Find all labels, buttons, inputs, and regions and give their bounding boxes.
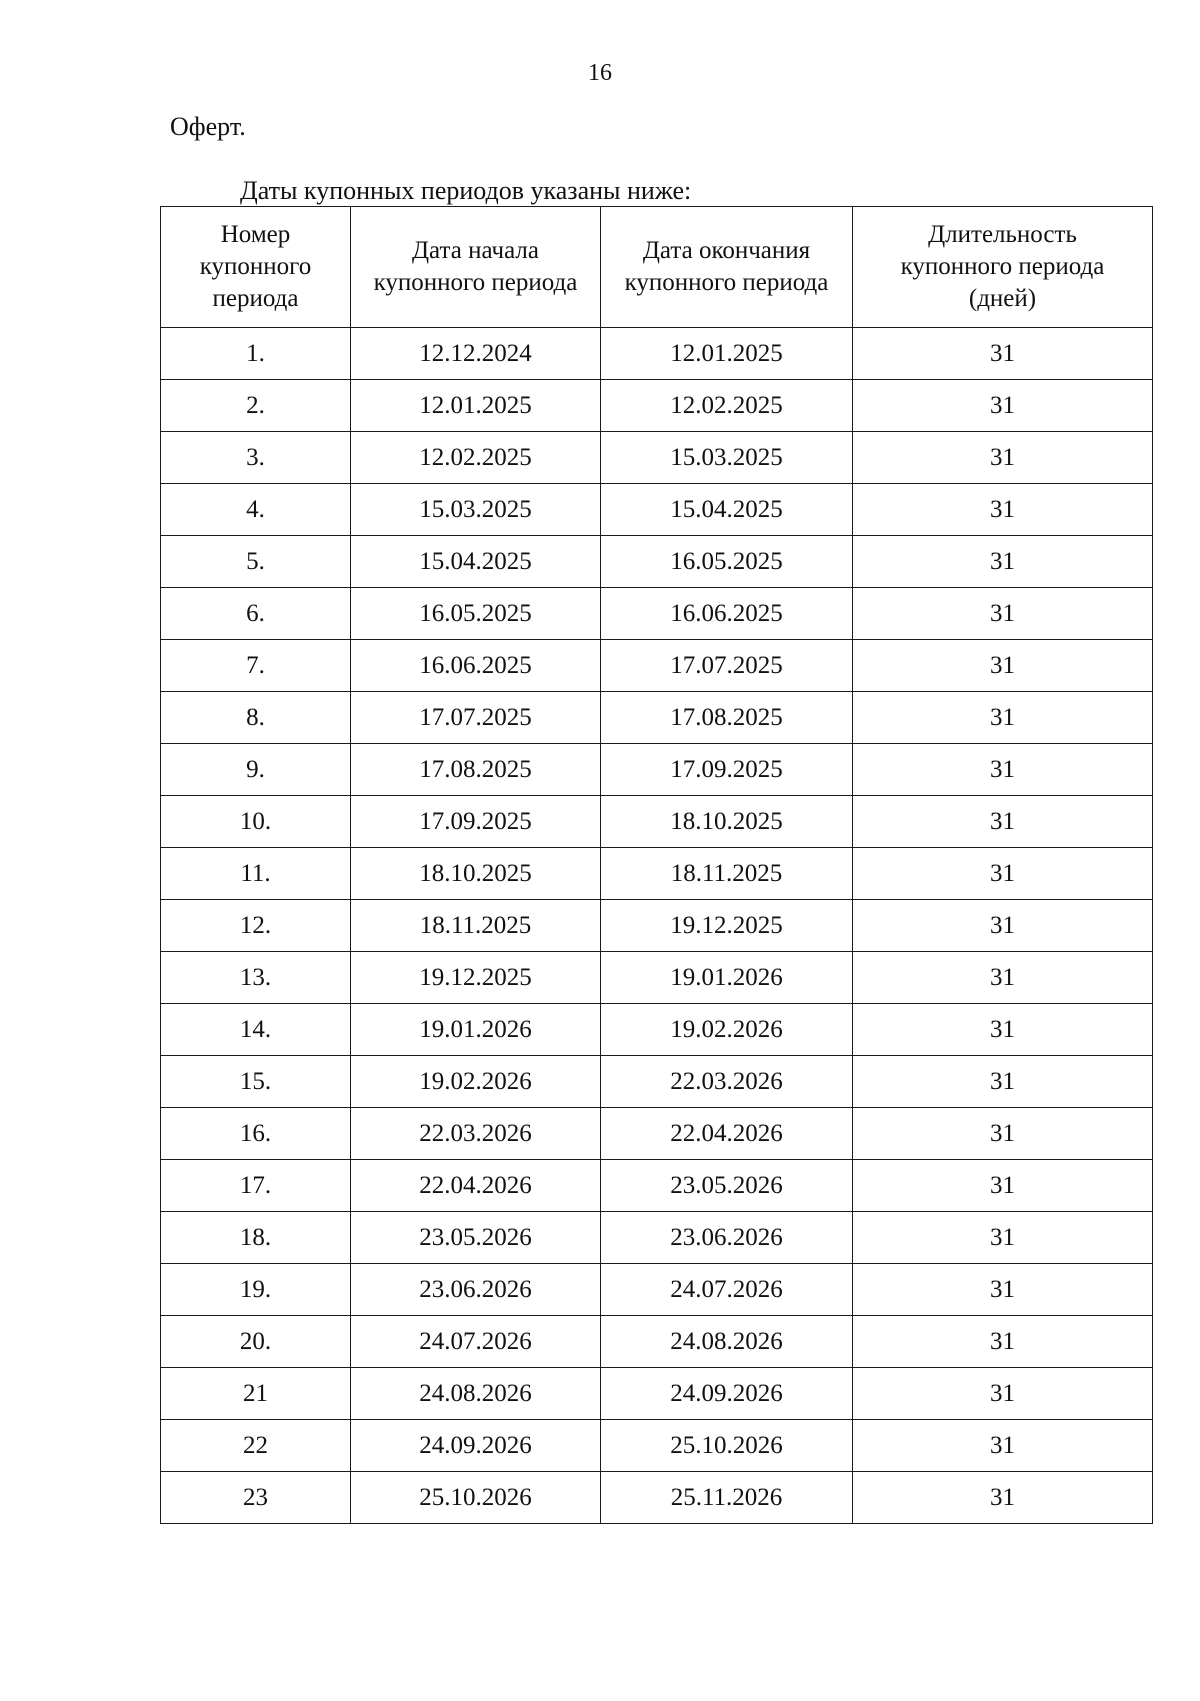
cell-end-date: 16.05.2025	[601, 536, 853, 588]
table-row	[161, 588, 1153, 640]
cell-start-date: 25.10.2026	[351, 1472, 601, 1524]
cell-duration: 31	[853, 588, 1153, 640]
cell-duration: 31	[853, 1056, 1153, 1108]
cell-period-number: 21	[161, 1368, 351, 1420]
table-row	[161, 536, 1153, 588]
cell-period-number: 4.	[161, 484, 351, 536]
cell-start-date: 24.07.2026	[351, 1316, 601, 1368]
cell-start-date: 18.11.2025	[351, 900, 601, 952]
table-row	[161, 1212, 1153, 1264]
cell-end-date: 25.11.2026	[601, 1472, 853, 1524]
cell-period-number: 12.	[161, 900, 351, 952]
cell-duration: 31	[853, 536, 1153, 588]
cell-start-date: 12.12.2024	[351, 328, 601, 380]
cell-duration: 31	[853, 1160, 1153, 1212]
cell-period-number: 19.	[161, 1264, 351, 1316]
cell-duration: 31	[853, 796, 1153, 848]
table-row	[161, 1056, 1153, 1108]
cell-duration: 31	[853, 848, 1153, 900]
table-row	[161, 1316, 1153, 1368]
header-start-date: Дата начала купонного периода	[351, 207, 601, 328]
cell-duration: 31	[853, 1472, 1153, 1524]
coupon-periods-table	[160, 206, 1153, 1524]
cell-end-date: 19.02.2026	[601, 1004, 853, 1056]
cell-end-date: 15.04.2025	[601, 484, 853, 536]
cell-duration: 31	[853, 1264, 1153, 1316]
cell-end-date: 18.10.2025	[601, 796, 853, 848]
table-row	[161, 848, 1153, 900]
cell-period-number: 23	[161, 1472, 351, 1524]
cell-end-date: 12.02.2025	[601, 380, 853, 432]
cell-period-number: 11.	[161, 848, 351, 900]
cell-period-number: 22	[161, 1420, 351, 1472]
cell-end-date: 17.09.2025	[601, 744, 853, 796]
cell-duration: 31	[853, 1368, 1153, 1420]
table-row	[161, 1004, 1153, 1056]
cell-duration: 31	[853, 900, 1153, 952]
cell-start-date: 17.07.2025	[351, 692, 601, 744]
header-duration: Длительность купонного периода (дней)	[853, 207, 1153, 328]
cell-period-number: 14.	[161, 1004, 351, 1056]
table-row	[161, 952, 1153, 1004]
cell-start-date: 12.01.2025	[351, 380, 601, 432]
cell-period-number: 17.	[161, 1160, 351, 1212]
cell-end-date: 19.12.2025	[601, 900, 853, 952]
cell-end-date: 23.06.2026	[601, 1212, 853, 1264]
cell-end-date: 15.03.2025	[601, 432, 853, 484]
cell-period-number: 3.	[161, 432, 351, 484]
cell-duration: 31	[853, 380, 1153, 432]
table-row	[161, 380, 1153, 432]
cell-period-number: 1.	[161, 328, 351, 380]
table-row	[161, 1264, 1153, 1316]
table-intro-text: Даты купонных периодов указаны ниже:	[240, 176, 692, 205]
cell-start-date: 17.09.2025	[351, 796, 601, 848]
cell-start-date: 19.01.2026	[351, 1004, 601, 1056]
cell-end-date: 24.09.2026	[601, 1368, 853, 1420]
table-row	[161, 1160, 1153, 1212]
cell-period-number: 16.	[161, 1108, 351, 1160]
cell-end-date: 18.11.2025	[601, 848, 853, 900]
cell-start-date: 12.02.2025	[351, 432, 601, 484]
cell-end-date: 17.08.2025	[601, 692, 853, 744]
header-end-date: Дата окончания купонного периода	[601, 207, 853, 328]
cell-duration: 31	[853, 432, 1153, 484]
cell-period-number: 6.	[161, 588, 351, 640]
cell-end-date: 24.07.2026	[601, 1264, 853, 1316]
cell-start-date: 17.08.2025	[351, 744, 601, 796]
cell-duration: 31	[853, 484, 1153, 536]
cell-end-date: 17.07.2025	[601, 640, 853, 692]
cell-duration: 31	[853, 1316, 1153, 1368]
cell-period-number: 18.	[161, 1212, 351, 1264]
cell-start-date: 23.06.2026	[351, 1264, 601, 1316]
cell-period-number: 15.	[161, 1056, 351, 1108]
cell-duration: 31	[853, 952, 1153, 1004]
cell-start-date: 15.04.2025	[351, 536, 601, 588]
header-row	[161, 207, 1153, 328]
table-row	[161, 640, 1153, 692]
cell-start-date: 16.05.2025	[351, 588, 601, 640]
table-row	[161, 328, 1153, 380]
cell-period-number: 20.	[161, 1316, 351, 1368]
cell-duration: 31	[853, 1108, 1153, 1160]
cell-end-date: 22.03.2026	[601, 1056, 853, 1108]
table-row	[161, 1420, 1153, 1472]
header-period-number: Номер купонного периода	[161, 207, 351, 328]
cell-period-number: 13.	[161, 952, 351, 1004]
table-header	[161, 207, 1153, 328]
cell-duration: 31	[853, 328, 1153, 380]
cell-period-number: 8.	[161, 692, 351, 744]
continuation-text: Оферт.	[170, 112, 246, 141]
cell-end-date: 22.04.2026	[601, 1108, 853, 1160]
table-row	[161, 1108, 1153, 1160]
table-row	[161, 796, 1153, 848]
cell-start-date: 18.10.2025	[351, 848, 601, 900]
cell-duration: 31	[853, 744, 1153, 796]
cell-period-number: 2.	[161, 380, 351, 432]
cell-start-date: 24.09.2026	[351, 1420, 601, 1472]
table-row	[161, 432, 1153, 484]
cell-period-number: 5.	[161, 536, 351, 588]
table-row	[161, 744, 1153, 796]
table-body	[161, 328, 1153, 1524]
cell-end-date: 19.01.2026	[601, 952, 853, 1004]
cell-end-date: 16.06.2025	[601, 588, 853, 640]
cell-duration: 31	[853, 1212, 1153, 1264]
cell-start-date: 19.02.2026	[351, 1056, 601, 1108]
cell-end-date: 23.05.2026	[601, 1160, 853, 1212]
cell-end-date: 24.08.2026	[601, 1316, 853, 1368]
cell-duration: 31	[853, 640, 1153, 692]
table-row	[161, 692, 1153, 744]
cell-period-number: 7.	[161, 640, 351, 692]
table-row	[161, 900, 1153, 952]
cell-start-date: 23.05.2026	[351, 1212, 601, 1264]
cell-start-date: 16.06.2025	[351, 640, 601, 692]
cell-start-date: 15.03.2025	[351, 484, 601, 536]
cell-start-date: 19.12.2025	[351, 952, 601, 1004]
cell-duration: 31	[853, 1420, 1153, 1472]
cell-start-date: 22.04.2026	[351, 1160, 601, 1212]
table-row	[161, 1472, 1153, 1524]
cell-end-date: 25.10.2026	[601, 1420, 853, 1472]
cell-period-number: 9.	[161, 744, 351, 796]
cell-end-date: 12.01.2025	[601, 328, 853, 380]
table-row	[161, 1368, 1153, 1420]
page-number: 16	[588, 60, 612, 86]
cell-duration: 31	[853, 692, 1153, 744]
cell-period-number: 10.	[161, 796, 351, 848]
table-row	[161, 484, 1153, 536]
cell-start-date: 22.03.2026	[351, 1108, 601, 1160]
cell-start-date: 24.08.2026	[351, 1368, 601, 1420]
cell-duration: 31	[853, 1004, 1153, 1056]
